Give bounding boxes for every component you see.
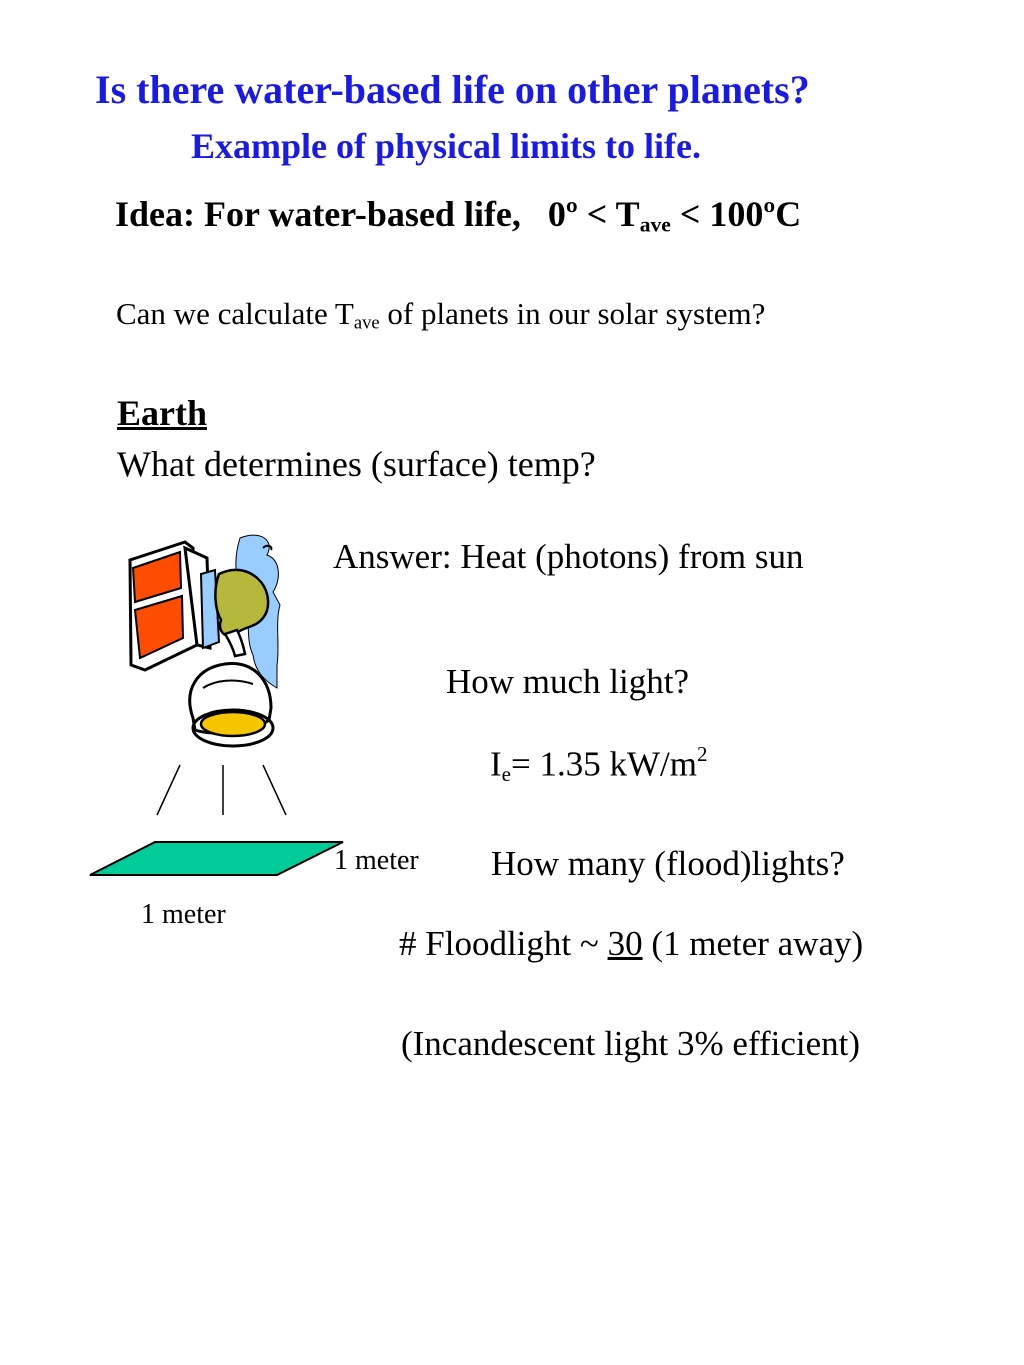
page-title: Is there water-based life on other planets? bbox=[95, 67, 810, 112]
intensity-number: = 1.35 kW/m bbox=[510, 744, 697, 784]
idea-subscript: ave bbox=[639, 212, 671, 237]
idea-range-end: < 100ºC bbox=[670, 194, 802, 234]
page-subtitle: Example of physical limits to life. bbox=[191, 126, 701, 166]
intensity-symbol: I bbox=[490, 744, 502, 784]
earth-heading: Earth bbox=[117, 393, 207, 433]
intensity-value bbox=[490, 742, 707, 787]
calc-subscript: ave bbox=[353, 312, 380, 334]
floodlight-prefix: # Floodlight ~ bbox=[399, 924, 608, 963]
answer-text: Answer: Heat (photons) from sun bbox=[333, 537, 804, 576]
one-meter-square bbox=[90, 842, 343, 875]
light-ray-left bbox=[157, 765, 180, 815]
idea-range-start: 0º < T bbox=[547, 194, 640, 234]
what-determines-text: What determines (surface) temp? bbox=[117, 444, 596, 484]
calc-prefix: Can we calculate T bbox=[116, 296, 354, 331]
meter-label-bottom: 1 meter bbox=[141, 899, 226, 930]
floodlight-count bbox=[399, 924, 863, 964]
calc-question bbox=[116, 296, 765, 335]
meter-label-right: 1 meter bbox=[334, 845, 419, 876]
lamp-bulb bbox=[201, 712, 265, 736]
floodlight-suffix: (1 meter away) bbox=[642, 924, 864, 963]
how-much-light-text: How much light? bbox=[446, 662, 690, 701]
light-ray-right bbox=[263, 765, 286, 815]
intensity-subscript: e bbox=[501, 761, 511, 786]
idea-prefix: Idea: For water-based life, bbox=[115, 194, 521, 234]
floodlight-illustration bbox=[85, 530, 345, 890]
idea-statement bbox=[115, 193, 801, 237]
incandescent-note: (Incandescent light 3% efficient) bbox=[401, 1024, 861, 1063]
floodlight-number: 30 bbox=[607, 924, 643, 963]
calc-suffix: of planets in our solar system? bbox=[379, 296, 766, 331]
intensity-superscript: 2 bbox=[696, 742, 708, 766]
how-many-text: How many (flood)lights? bbox=[491, 844, 845, 883]
